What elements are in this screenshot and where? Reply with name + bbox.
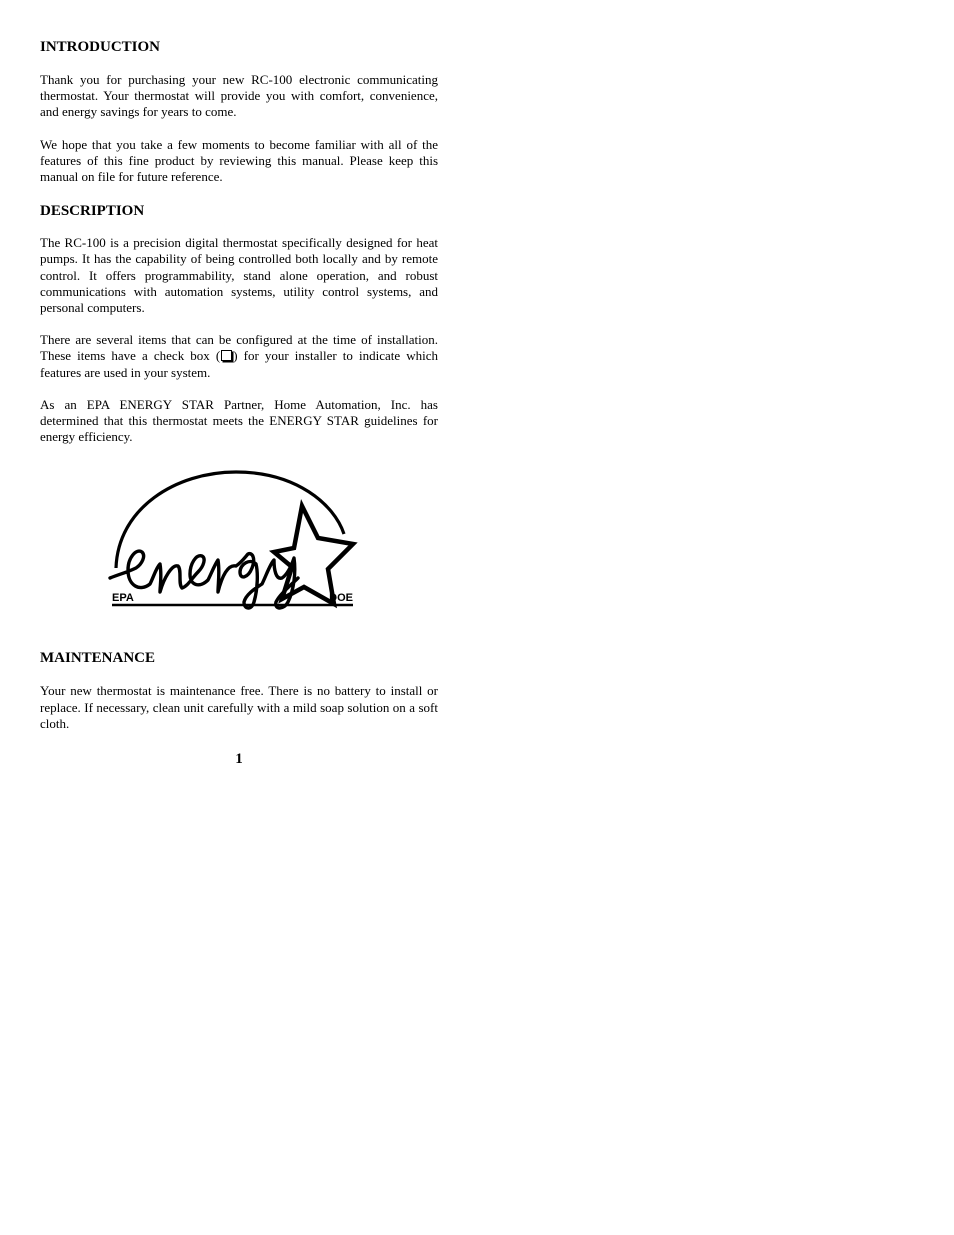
checkbox-icon — [221, 350, 232, 361]
maintenance-heading: MAINTENANCE — [40, 650, 156, 667]
description-heading: DESCRIPTION — [40, 203, 145, 220]
description-paragraph-1: The RC-100 is a precision digital thermostat specifically designed for heat pumps. It has the capability of being controlled both locally and by remote control. It offers programmability, stand alone operation, and robust communications with automation systems, utility control systems, and personal computers. — [40, 235, 438, 316]
description-paragraph-3: As an EPA ENERGY STAR Partner, Home Automation, Inc. has determined that this thermostat meets the ENERGY STAR guidelines for energy efficiency. — [40, 396, 438, 445]
introduction-paragraph-2: We hope that you take a few moments to become familiar with all of the features of this fine product by reviewing this manual. Please keep this manual on file for future reference. — [40, 136, 438, 185]
energy-star-logo — [106, 468, 366, 618]
description-paragraph-2 — [40, 332, 438, 381]
page-number: 1 — [235, 751, 243, 767]
doe-label: DOE — [329, 592, 353, 605]
epa-label: EPA — [112, 592, 134, 605]
introduction-heading: INTRODUCTION — [40, 39, 161, 55]
page-column — [40, 38, 438, 767]
maintenance-paragraph: Your new thermostat is maintenance free. There is no battery to install or replace. If necessary, clean unit carefully with a mild soap solution on a soft cloth. — [40, 683, 438, 731]
introduction-paragraph-1: Thank you for purchasing your new RC-100 electronic communicating thermostat. Your thermostat will provide you with comfort, convenience, and energy savings for years to come. — [40, 72, 438, 120]
energy-star-logo-icon — [106, 468, 366, 618]
description-paragraph-2-end: ) for your installer to indicate which features are used in your system. — [40, 348, 438, 380]
description-paragraph-2-start: There are several items that can be configured at the time of installation. These items have a check box ( — [40, 332, 438, 364]
